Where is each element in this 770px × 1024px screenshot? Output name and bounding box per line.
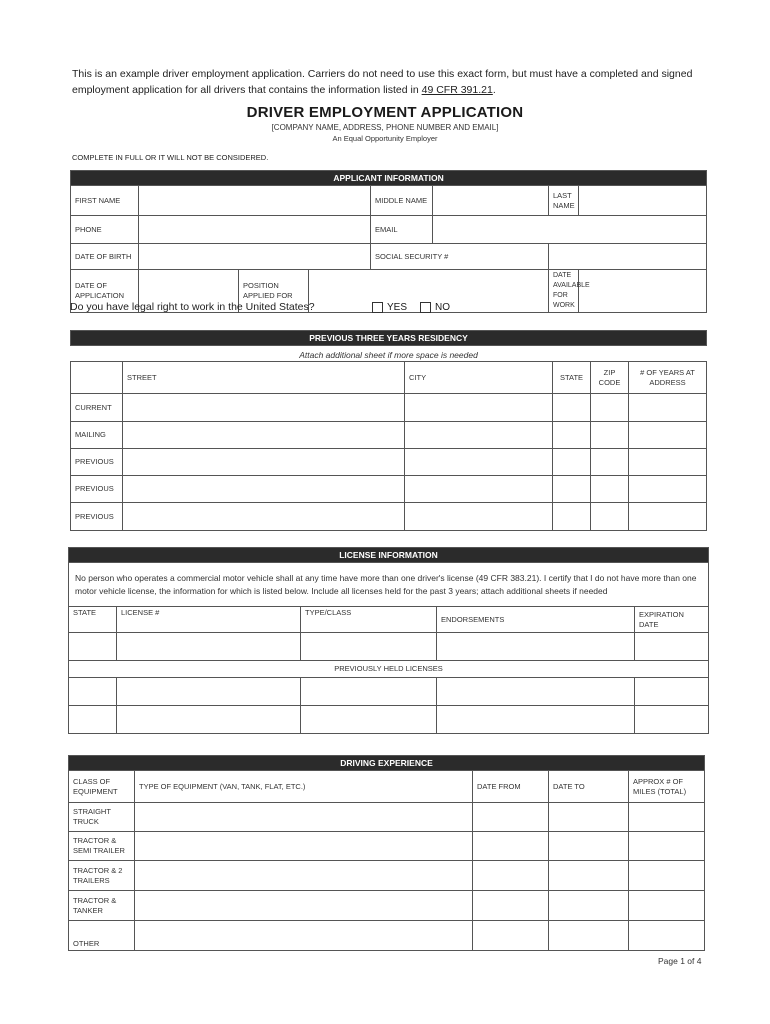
- equipment-type-header: TYPE OF EQUIPMENT (VAN, TANK, FLAT, ETC.): [135, 771, 473, 803]
- cfr-reference: 49 CFR 391.21: [421, 84, 493, 96]
- class-header: CLASS OF EQUIPMENT: [69, 771, 135, 803]
- yes-label: YES: [387, 302, 408, 313]
- date-application-label: DATE OF APPLICATION: [71, 270, 139, 313]
- first-name-label: FIRST NAME: [71, 186, 139, 216]
- driving-table: [68, 755, 705, 951]
- state-field[interactable]: [553, 449, 591, 476]
- zip-field[interactable]: [591, 476, 629, 503]
- years-field[interactable]: [629, 449, 707, 476]
- state-field[interactable]: [553, 394, 591, 422]
- intro-end: .: [492, 84, 496, 96]
- date-to-field[interactable]: [549, 861, 629, 891]
- license-state-header: STATE: [69, 607, 117, 633]
- license-state-field[interactable]: [69, 678, 117, 706]
- state-field[interactable]: [553, 476, 591, 503]
- email-label: EMAIL: [371, 216, 433, 244]
- residency-row-label: PREVIOUS: [71, 449, 123, 476]
- license-number-header: LICENSE #: [117, 607, 301, 633]
- license-header: LICENSE INFORMATION: [69, 548, 709, 563]
- license-number-field[interactable]: [117, 706, 301, 734]
- equipment-type-field[interactable]: [135, 861, 473, 891]
- state-field[interactable]: [553, 422, 591, 449]
- city-field[interactable]: [405, 449, 553, 476]
- equipment-type-field[interactable]: [135, 803, 473, 832]
- date-from-field[interactable]: [473, 891, 549, 921]
- phone-field[interactable]: [139, 216, 371, 244]
- street-header: STREET: [123, 362, 405, 394]
- license-expiration-field[interactable]: [635, 633, 709, 661]
- license-expiration-field[interactable]: [635, 678, 709, 706]
- license-number-field[interactable]: [117, 678, 301, 706]
- last-name-field[interactable]: [579, 186, 707, 216]
- years-field[interactable]: [629, 503, 707, 531]
- last-name-label: LAST NAME: [549, 186, 579, 216]
- checkbox-icon[interactable]: [372, 302, 383, 313]
- license-state-field[interactable]: [69, 633, 117, 661]
- miles-field[interactable]: [629, 861, 705, 891]
- zip-field[interactable]: [591, 449, 629, 476]
- page-number: Page 1 of 4: [658, 956, 702, 966]
- license-type-field[interactable]: [301, 678, 437, 706]
- date-available-label: DATE AVAILABLE FOR WORK: [549, 270, 579, 313]
- equipment-type-field[interactable]: [135, 832, 473, 861]
- years-field[interactable]: [629, 422, 707, 449]
- residency-table: [70, 330, 707, 531]
- license-expiration-field[interactable]: [635, 706, 709, 734]
- position-label: POSITION APPLIED FOR: [239, 270, 309, 313]
- equipment-type-field[interactable]: [135, 891, 473, 921]
- ssn-field[interactable]: [549, 244, 707, 270]
- license-type-field[interactable]: [301, 633, 437, 661]
- license-type-header: TYPE/CLASS: [301, 607, 437, 633]
- middle-name-label: MIDDLE NAME: [371, 186, 433, 216]
- residency-header: PREVIOUS THREE YEARS RESIDENCY: [71, 331, 707, 346]
- equipment-class-label: TRACTOR & 2 TRAILERS: [69, 861, 135, 891]
- equipment-class-label: TRACTOR & SEMI TRAILER: [69, 832, 135, 861]
- miles-field[interactable]: [629, 832, 705, 861]
- residency-row-label: PREVIOUS: [71, 503, 123, 531]
- applicant-header: APPLICANT INFORMATION: [71, 171, 707, 186]
- date-from-field[interactable]: [473, 921, 549, 951]
- license-endorsements-header: ENDORSEMENTS: [437, 607, 635, 633]
- city-header: CITY: [405, 362, 553, 394]
- years-field[interactable]: [629, 476, 707, 503]
- equipment-class-label: OTHER: [69, 921, 135, 951]
- residency-note: Attach additional sheet if more space is needed: [299, 349, 478, 360]
- equipment-class-label: STRAIGHT TRUCK: [69, 803, 135, 832]
- residency-blank-header: [71, 362, 123, 394]
- intro-paragraph: [72, 66, 712, 98]
- equipment-class-label: TRACTOR & TANKER: [69, 891, 135, 921]
- date-from-field[interactable]: [473, 832, 549, 861]
- zip-field[interactable]: [591, 503, 629, 531]
- miles-field[interactable]: [629, 803, 705, 832]
- date-to-header: DATE TO: [549, 771, 629, 803]
- applicant-table: [70, 170, 707, 313]
- date-to-field[interactable]: [549, 803, 629, 832]
- date-to-field[interactable]: [549, 891, 629, 921]
- phone-label: PHONE: [71, 216, 139, 244]
- first-name-field[interactable]: [139, 186, 371, 216]
- license-state-field[interactable]: [69, 706, 117, 734]
- city-field[interactable]: [405, 476, 553, 503]
- zip-field[interactable]: [591, 394, 629, 422]
- street-field[interactable]: [123, 476, 405, 503]
- state-field[interactable]: [553, 503, 591, 531]
- legal-no-option[interactable]: [420, 302, 450, 313]
- street-field[interactable]: [123, 449, 405, 476]
- date-to-field[interactable]: [549, 832, 629, 861]
- legal-right-question: Do you have legal right to work in the United States?: [70, 301, 315, 313]
- checkbox-icon[interactable]: [420, 302, 431, 313]
- page-title: DRIVER EMPLOYMENT APPLICATION: [246, 104, 524, 121]
- years-field[interactable]: [629, 394, 707, 422]
- years-header: # OF YEARS AT ADDRESS: [629, 362, 707, 394]
- license-endorsements-field[interactable]: [437, 633, 635, 661]
- residency-row-label: CURRENT: [71, 394, 123, 422]
- date-from-field[interactable]: [473, 803, 549, 832]
- license-endorsements-field[interactable]: [437, 678, 635, 706]
- license-paragraph: No person who operates a commercial motor vehicle shall at any time have more than one driver's license (49 CFR 383.21). I certify that I do not have more than one motor vehicle license, the information for which is listed below. Include all licenses held for the past 3 years; attach additional sheets if needed: [69, 563, 709, 607]
- miles-field[interactable]: [629, 921, 705, 951]
- middle-name-field[interactable]: [433, 186, 549, 216]
- date-from-header: DATE FROM: [473, 771, 549, 803]
- email-field[interactable]: [433, 216, 707, 244]
- date-available-field[interactable]: [579, 270, 707, 313]
- complete-note: COMPLETE IN FULL OR IT WILL NOT BE CONSIDERED.: [72, 153, 269, 162]
- city-field[interactable]: [405, 422, 553, 449]
- date-to-field[interactable]: [549, 921, 629, 951]
- street-field[interactable]: [123, 422, 405, 449]
- ssn-label: SOCIAL SECURITY #: [371, 244, 549, 270]
- company-placeholder: [COMPANY NAME, ADDRESS, PHONE NUMBER AND EMAIL]: [271, 123, 499, 132]
- dob-label: DATE OF BIRTH: [71, 244, 139, 270]
- license-type-field[interactable]: [301, 706, 437, 734]
- street-field[interactable]: [123, 394, 405, 422]
- driving-header: DRIVING EXPERIENCE: [69, 756, 705, 771]
- equipment-type-field[interactable]: [135, 921, 473, 951]
- previously-held-label: PREVIOUSLY HELD LICENSES: [69, 661, 709, 678]
- zip-header: ZIP CODE: [591, 362, 629, 394]
- no-label: NO: [435, 302, 450, 313]
- license-number-field[interactable]: [117, 633, 301, 661]
- zip-field[interactable]: [591, 422, 629, 449]
- city-field[interactable]: [405, 394, 553, 422]
- legal-yes-option[interactable]: [372, 302, 407, 313]
- city-field[interactable]: [405, 503, 553, 531]
- eoe-statement: An Equal Opportunity Employer: [332, 134, 438, 143]
- street-field[interactable]: [123, 503, 405, 531]
- dob-field[interactable]: [139, 244, 371, 270]
- miles-header: APPROX # OF MILES (TOTAL): [629, 771, 705, 803]
- license-expiration-header: EXPIRATION DATE: [635, 607, 709, 633]
- residency-row-label: PREVIOUS: [71, 476, 123, 503]
- miles-field[interactable]: [629, 891, 705, 921]
- residency-row-label: MAILING: [71, 422, 123, 449]
- state-header: STATE: [553, 362, 591, 394]
- license-table: [68, 547, 709, 734]
- intro-text: This is an example driver employment application. Carriers do not need to use this exact form, but must have a completed and signed employment application for all drivers that contains the information listed in: [72, 68, 693, 96]
- license-endorsements-field[interactable]: [437, 706, 635, 734]
- date-from-field[interactable]: [473, 861, 549, 891]
